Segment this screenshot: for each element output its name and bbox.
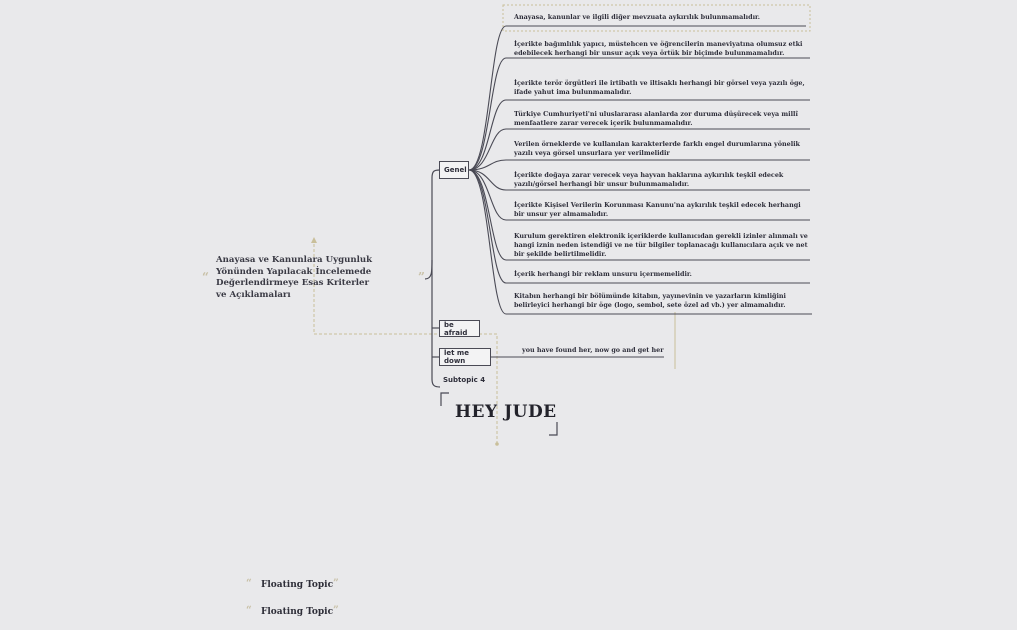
- leaf-genel-6[interactable]: İçerikte doğaya zarar verecek veya hayvan haklarına aykırılık teşkil edecek yazılı/görsel herhangi bir unsur bulunmamalıdır.: [514, 171, 784, 188]
- leaf-genel-9[interactable]: İçerik herhangi bir reklam unsuru içermemelidir.: [514, 270, 692, 278]
- leaf-genel-1[interactable]: Anayasa, kanunlar ve ilgili diğer mevzuata aykırılık bulunmamalıdır.: [514, 13, 760, 21]
- leaf-genel-5[interactable]: Verilen örneklerde ve kullanılan karakterlerde farklı engel durumlarına yönelik yazılı veya görsel unsurlara yer verilmelidir: [514, 140, 800, 157]
- relationship-end-dot: [495, 442, 499, 446]
- close-quote-icon: ”: [333, 578, 339, 589]
- leaf-genel-8[interactable]: Kurulum gerektiren elektronik içeriklerde kullanıcıdan gerekli izinler alınmalı ve hangi iznin neden istendiği ve ne tür bilgiler toplanacağı kullanıcılara açık ve net bir şekilde belirtilmelidir.: [514, 232, 808, 258]
- main-connectors: [425, 170, 440, 387]
- close-quote-icon: ”: [418, 270, 425, 284]
- boundary-title[interactable]: HEY JUDE: [455, 402, 557, 422]
- leaf-let-me-down-1[interactable]: you have found her, now go and get her: [522, 346, 664, 354]
- topic-genel[interactable]: Genel: [439, 161, 469, 179]
- open-quote-icon: “: [246, 578, 252, 589]
- leaf-genel-2[interactable]: İçerikte bağımlılık yapıcı, müstehcen ve öğrencilerin maneviyatına olumsuz etki edebilecek herhangi bir unsur açık veya örtük bir biçimde bulunmamalıdır.: [514, 40, 803, 57]
- floating-topic-2[interactable]: Floating Topic: [261, 607, 334, 617]
- relationship-arrow-icon: [311, 237, 317, 243]
- close-quote-icon: ”: [333, 605, 339, 616]
- leaf-genel-4[interactable]: Türkiye Cumhuriyeti'ni uluslararası alanlarda zor duruma düşürecek veya millî menfaatlere zarar verecek içerik bulunmamalıdır.: [514, 110, 798, 127]
- open-quote-icon: “: [246, 605, 252, 616]
- topic-let-me-down[interactable]: let me down: [439, 348, 491, 366]
- leaf-genel-10[interactable]: Kitabın herhangi bir bölümünde kitabın, yayınevinin ve yazarların kimliğini belirleyici herhangi bir öge (logo, sembol, sete özel ad vb.) yer almamalıdır.: [514, 292, 786, 309]
- floating-topic-1[interactable]: Floating Topic: [261, 580, 334, 590]
- central-topic[interactable]: Anayasa ve Kanunlara Uygunluk Yönünden Yapılacak İncelemede Değerlendirmeye Esas Kriterler ve Açıklamaları: [216, 255, 373, 300]
- leaf-genel-3[interactable]: İçerikte terör örgütleri ile irtibatlı ve iltisaklı herhangi bir görsel veya yazılı öge, ifade yahut ima bulunmamalıdır.: [514, 79, 805, 96]
- open-quote-icon: “: [202, 270, 209, 284]
- topic-subtopic-4[interactable]: Subtopic 4: [443, 376, 486, 384]
- topic-be-afraid[interactable]: be afraid: [439, 320, 480, 337]
- leaf-genel-7[interactable]: İçerikte Kişisel Verilerin Korunması Kanunu'na aykırılık teşkil edecek herhangi bir unsur yer almamalıdır.: [514, 201, 801, 218]
